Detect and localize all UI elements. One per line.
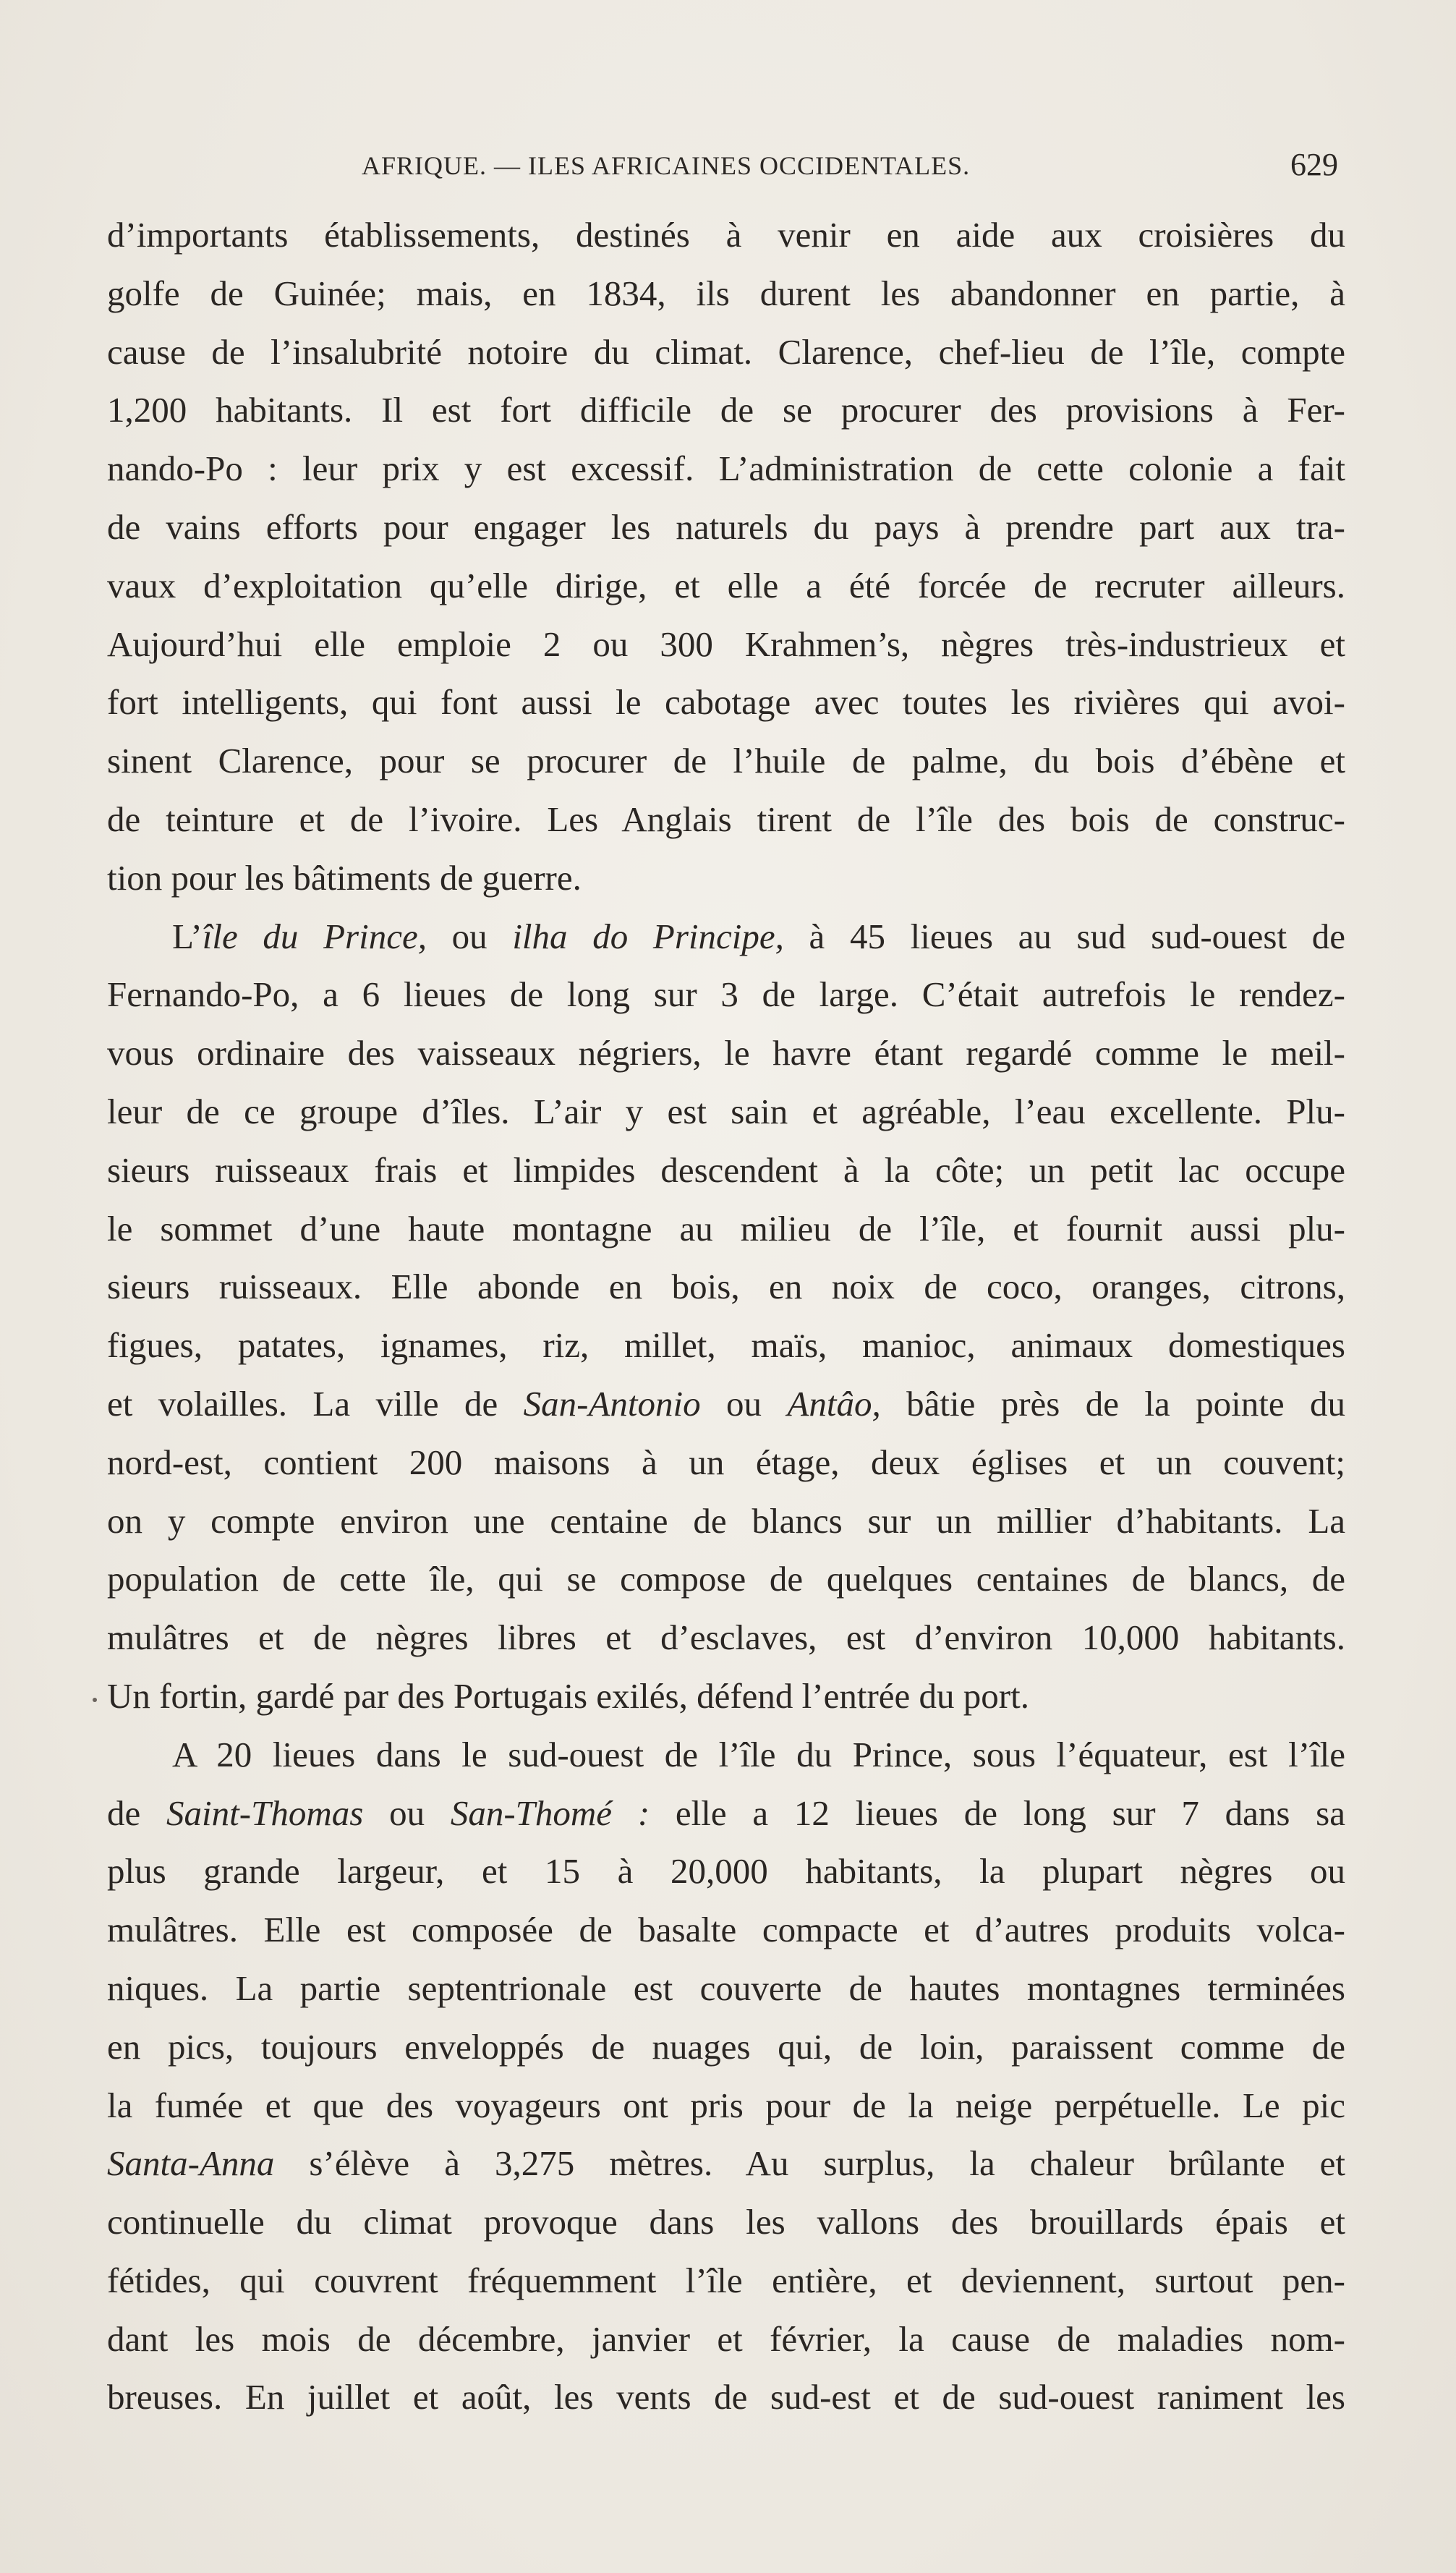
text-line: mulâtres. Elle est composée de basalte compacte et d’autres produits volca- [107,1910,1345,1950]
text-run: et volailles. La ville de [107,1383,524,1424]
text-run: ou [426,916,513,956]
running-head: AFRIQUE. — ILES AFRICAINES OCCIDENTALES. [362,151,971,180]
text-line: d’importants établissements, destinés à venir en aide aux croisières du [107,215,1345,255]
text-line: A 20 lieues dans le sud-ouest de l’île du Prince, sous l’équateur, est l’île [172,1734,1345,1774]
page-header [108,147,1338,194]
text-line: on y compte environ une centaine de blancs sur un millier d’habitants. La [107,1500,1345,1541]
text-line-mixed [107,2135,1345,2193]
text-line: sieurs ruisseaux. Elle abonde en bois, en noix de coco, oranges, citrons, [107,1267,1345,1307]
text-run: bâtie près de la pointe du [880,1383,1345,1424]
text-line: leur de ce groupe d’îles. L’air y est sain et agréable, l’eau excellente. Plu- [107,1091,1345,1131]
text-line: de teinture et de l’ivoire. Les Anglais tirent de l’île des bois de construc- [107,799,1345,839]
text-line: breuses. En juillet et août, les vents de sud-est et de sud-ouest raniment les [107,2377,1345,2417]
text-line: niques. La partie septentrionale est couverte de hautes montagnes terminées [107,1968,1345,2008]
text-run: ou [700,1383,788,1424]
text-line: figues, patates, ignames, riz, millet, maïs, manioc, animaux domestiques [107,1325,1345,1366]
italic-place-name: Antâo, [787,1383,881,1424]
text-line-mixed [107,1785,1345,1843]
text-line-mixed [107,1375,1345,1434]
text-line: de vains efforts pour engager les naturels du pays à prendre part aux tra- [107,506,1345,547]
text-line: en pics, toujours enveloppés de nuages qui, de loin, paraissent comme de [107,2026,1345,2067]
text-line: nord-est, contient 200 maisons à un étage, deux églises et un couvent; [107,1442,1345,1482]
page-number: 629 [1290,147,1338,182]
text-line: vaux d’exploitation qu’elle dirige, et elle a été forcée de recruter ailleurs. [107,565,1345,605]
text-line: plus grande largeur, et 15 à 20,000 habitants, la plupart nègres ou [107,1851,1345,1892]
margin-mark [93,1698,97,1702]
italic-place-name: Saint-Thomas [166,1792,364,1833]
text-line: cause de l’insalubrité notoire du climat. Clarence, chef-lieu de l’île, compte [107,331,1345,372]
text-line: Fernando-Po, a 6 lieues de long sur 3 de large. C’était autrefois le rendez- [107,974,1345,1015]
text-run: à 45 lieues au sud sud-ouest de [783,916,1345,956]
text-run: s’élève à 3,275 mètres. Au surplus, la chaleur brûlante et [274,2143,1345,2184]
text-line: sieurs ruisseaux frais et limpides descendent à la côte; un petit lac occupe [107,1149,1345,1190]
italic-place-name: Santa-Anna [107,2143,275,2184]
body-text [107,206,1345,2427]
italic-place-name: San-Thomé : [450,1792,650,1833]
text-line: golfe de Guinée; mais, en 1834, ils durent les abandonner en partie, à [107,273,1345,313]
text-run: elle a 12 lieues de long sur 7 dans sa [650,1792,1345,1833]
text-run: ou [363,1792,451,1833]
text-line: continuelle du climat provoque dans les vallons des brouillards épais et [107,2202,1345,2242]
text-line: 1,200 habitants. Il est fort difficile de se procurer des provisions à Fer- [107,390,1345,430]
text-line: fort intelligents, qui font aussi le cabotage avec toutes les rivières qui avoi- [107,682,1345,723]
text-line: fétides, qui couvrent fréquemment l’île entière, et deviennent, surtout pen- [107,2260,1345,2300]
italic-place-name: San-Antonio [523,1383,701,1424]
text-line: vous ordinaire des vaisseaux négriers, le havre étant regardé comme le meil- [107,1033,1345,1073]
text-line: nando-Po : leur prix y est excessif. L’administration de cette colonie a fait [107,448,1345,489]
text-line: le sommet d’une haute montagne au milieu de l’île, et fournit aussi plu- [107,1208,1345,1249]
text-line: mulâtres et de nègres libres et d’esclaves, est d’environ 10,000 habitants. [107,1617,1345,1658]
italic-place-name: ilha do Principe, [512,916,784,956]
text-line-mixed [107,908,1345,966]
text-line: dant les mois de décembre, janvier et février, la cause de maladies nom- [107,2318,1345,2359]
text-run: L’ [172,916,203,956]
italic-place-name: île du Prince, [202,916,427,956]
text-line: population de cette île, qui se compose de quelques centaines de blancs, de [107,1559,1345,1599]
text-line: Aujourd’hui elle emploie 2 ou 300 Krahmen’s, nègres très-industrieux et [107,624,1345,664]
text-line: la fumée et que des voyageurs ont pris pour de la neige perpétuelle. Le pic [107,2085,1345,2125]
text-line: tion pour les bâtiments de guerre. [107,857,582,898]
text-line: sinent Clarence, pour se procurer de l’huile de palme, du bois d’ébène et [107,741,1345,781]
text-line: Un fortin, gardé par des Portugais exilés, défend l’entrée du port. [107,1675,1029,1716]
text-run: de [107,1792,167,1833]
